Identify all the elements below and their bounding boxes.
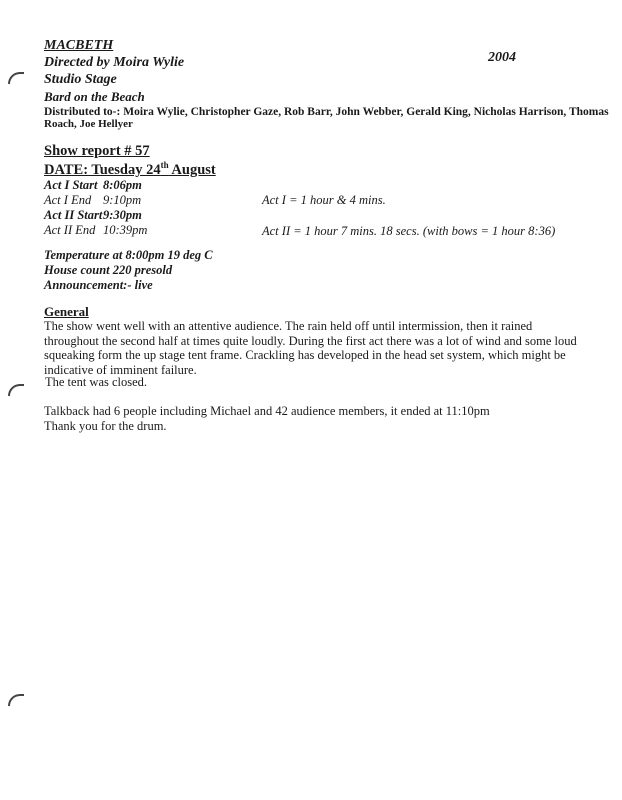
timing-value: 9:10pm (103, 193, 142, 207)
thanks-note: Thank you for the drum. (44, 419, 167, 433)
house-count-line: House count 220 presold (44, 263, 173, 277)
timing-label: Act II End (44, 223, 96, 237)
act2-duration: Act II = 1 hour 7 mins. 18 secs. (with bows = 1 hour 8:36) (262, 224, 556, 238)
general-notes (44, 319, 584, 377)
timing-value: 9:30pm (103, 208, 142, 222)
talkback-note: Talkback had 6 people including Michael and 42 audience members, it ended at 11:10pm (44, 404, 490, 418)
general-paragraph: The show went well with an attentive audience. The rain held off until intermission, then it rained throughout the second half at times quite loudly. During the first act there was a lot of wind and some loud squeaking form the up stage tent frame. Crackling has developed in the head set system, which might be indicative of imminent failure. (44, 319, 577, 377)
general-heading: General (44, 304, 89, 319)
distribution-list: Distributed to-: Moira Wylie, Christopher Gaze, Rob Barr, John Webber, Gerald King, Nicholas Harrison, Thomas (44, 106, 609, 118)
date-prefix: DATE: Tuesday 24 (44, 161, 161, 178)
director-line: Directed by Moira Wylie (44, 55, 185, 70)
show-report-date (44, 160, 216, 179)
distribution-list-continued: Roach, Joe Hellyer (44, 118, 133, 130)
act1-duration: Act I = 1 hour & 4 mins. (262, 193, 386, 207)
announcement-line: Announcement:- live (44, 278, 153, 292)
date-ordinal: th (160, 160, 169, 170)
binder-hole-middle (8, 384, 24, 396)
company-line: Bard on the Beach (44, 89, 145, 104)
binder-hole-bottom (8, 694, 24, 706)
play-title: MACBETH (44, 38, 114, 53)
timing-value: 8:06pm (103, 178, 142, 192)
report-year: 2004 (488, 50, 516, 65)
binder-hole-top (8, 72, 24, 84)
timing-label: Act I Start (44, 178, 98, 192)
temperature-line: Temperature at 8:00pm 19 deg C (44, 248, 213, 262)
show-report-number: Show report # 57 (44, 143, 150, 159)
venue-line: Studio Stage (44, 72, 117, 87)
date-month: August (168, 161, 216, 178)
timing-value: 10:39pm (103, 223, 148, 237)
tent-note: The tent was closed. (45, 375, 148, 389)
timing-label: Act I End (44, 193, 92, 207)
timing-label: Act II Start (44, 208, 103, 222)
